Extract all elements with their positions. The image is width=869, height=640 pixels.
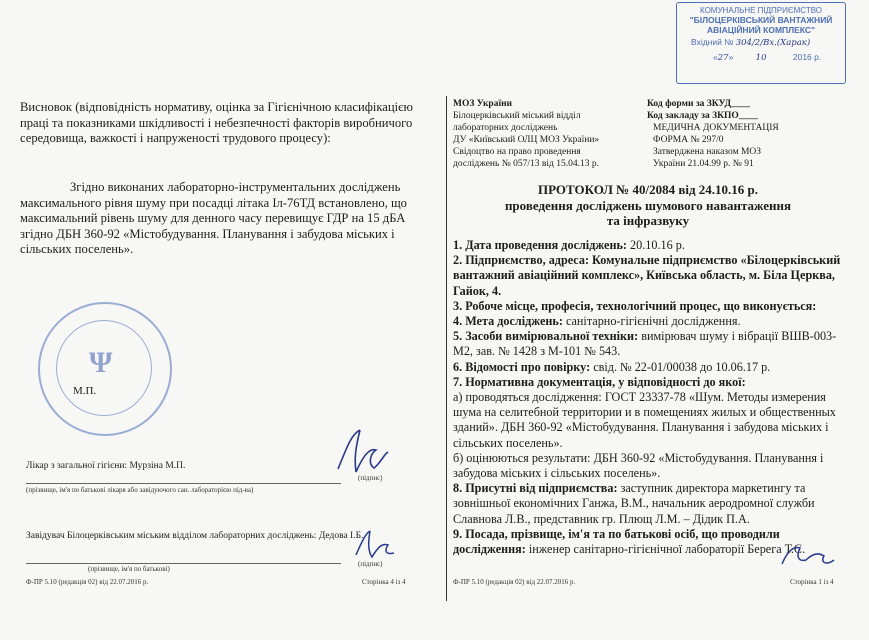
item-value: санітарно-гігієнічні дослідження. bbox=[562, 314, 741, 329]
stamp-line-1: КОМУНАЛЬНЕ ПІДПРИЄМСТВО bbox=[700, 6, 822, 15]
doctor-caption: (прізвище, ім'я по батькові лікаря або завідуючого сан. лабораторією під-ва) bbox=[26, 486, 254, 494]
header-right-line: Код форми за ЗКУД____ bbox=[647, 99, 751, 109]
stamp-date-day: 27 bbox=[717, 53, 729, 63]
conclusion-heading: Висновок (відповідність нормативу, оцінка за Гігієнічною класифікацією праці та показниками шкідливості і небезпечності факторів виробничого середовища, важкості і напруженості трудового процесу): bbox=[20, 100, 413, 145]
head-line bbox=[26, 563, 341, 564]
engineer-signature bbox=[778, 540, 838, 574]
header-left-block bbox=[453, 98, 643, 170]
conclusion-body: Згідно виконаних лабораторно-інструментальних досліджень максимального рівня шуму при посадці літака Іл-76ТД встановлено, що максимальний рівень шуму для денного часу перевищує ГДР на 15 дБА згідно ДБН 360-92 «Містобудування. Планування і забудова міських і сільських поселень». bbox=[20, 180, 407, 256]
protocol-item: 7. Нормативна документація, у відповідності до якої: bbox=[453, 374, 746, 389]
stamp-issued-label: Вхідний № bbox=[691, 37, 734, 47]
head-caption: (прізвище, ім'я по батькові) bbox=[88, 565, 170, 573]
protocol-items bbox=[453, 238, 845, 557]
stamp-date-month: 10 bbox=[755, 53, 767, 63]
protocol-item bbox=[453, 329, 845, 359]
item-label: 4. Мета досліджень: bbox=[453, 314, 563, 329]
protocol-item-8 bbox=[453, 481, 845, 527]
protocol-item: 2. Підприємство, адреса: Комунальне підприємство «Білоцерківський вантажний авіаційний комплекс», Київська область, м. Біла Церква, Гайок, 4. bbox=[453, 253, 841, 298]
header-left-line: лабораторних досліджень bbox=[453, 123, 558, 133]
header-right-line: ФОРМА № 297/0 bbox=[653, 135, 724, 145]
item-value: свід. № 22-01/00038 до 10.06.17 р. bbox=[590, 359, 771, 374]
stamp-line-2: "БІЛОЦЕРКІВСЬКИЙ ВАНТАЖНИЙ bbox=[689, 15, 833, 25]
header-left-line: ДУ «Київський ОЛЦ МОЗ України» bbox=[453, 135, 600, 145]
protocol-item bbox=[453, 238, 845, 253]
protocol-item-7b: б) оцінюються результати: ДБН 360-92 «Містобудування. Планування і забудова міських і сільських поселень». bbox=[453, 450, 824, 481]
item-label: 8. Присутні від підприємства: bbox=[453, 481, 618, 496]
head-signature bbox=[350, 525, 400, 565]
right-footer-page: Сторінка 1 із 4 bbox=[790, 578, 834, 586]
mp-label: М.П. bbox=[73, 385, 97, 397]
stamp-date-year: 2016 р. bbox=[792, 52, 822, 62]
header-right-line: Затверджена наказом МОЗ bbox=[653, 147, 762, 157]
header-right-line: України 21.04.99 р. № 91 bbox=[653, 159, 754, 169]
stamp-issued bbox=[677, 37, 845, 48]
stamp-date: «27» 10 2016 р. bbox=[713, 52, 822, 63]
left-footer-form: Ф-ПР 5.10 (редакція 02) від 22.07.2016 р. bbox=[26, 578, 149, 586]
header-right-line: Код закладу за ЗКПО____ bbox=[647, 111, 758, 121]
registration-stamp bbox=[676, 2, 846, 84]
protocol-title-line-1: ПРОТОКОЛ № 40/2084 від 24.10.16 р. bbox=[537, 182, 759, 197]
item-label: 9. Посада, прізвище, ім'я та по батькові осіб, що проводили дослідження: bbox=[453, 526, 780, 557]
doctor-sign-caption: (підпис) bbox=[358, 474, 383, 482]
trident-emblem-icon: Ψ bbox=[89, 346, 113, 379]
left-footer-page: Сторінка 4 із 4 bbox=[362, 578, 406, 586]
protocol-item bbox=[453, 360, 845, 375]
header-left-line: досліджень № 057/13 від 15.04.13 р. bbox=[453, 159, 599, 169]
protocol-title bbox=[453, 182, 843, 229]
protocol-title-line-3: та інфразвуку bbox=[606, 213, 690, 228]
head-sign-caption: (підпис) bbox=[358, 560, 383, 568]
page-divider bbox=[446, 96, 447, 601]
header-left-line: МОЗ України bbox=[453, 99, 513, 109]
stamp-line-3: АВІАЦІЙНИЙ КОМПЛЕКС" bbox=[706, 25, 816, 35]
header-right-block bbox=[647, 98, 837, 170]
item-value: вимірювач шуму і вібрації ВШВ-003-М2, зав. № 1428 з М-101 № 543. bbox=[453, 329, 837, 359]
doctor-line bbox=[26, 483, 341, 484]
header-right-line: МЕДИЧНА ДОКУМЕНТАЦІЯ bbox=[653, 123, 779, 133]
doctor-label: Лікар з загальної гігієни: Мурзіна М.П. bbox=[26, 461, 186, 471]
item-label: 1. Дата проведення досліджень: bbox=[453, 238, 627, 252]
head-label: Завідувач Білоцерківським міським відділом лабораторних досліджень: Дедова І.Б. bbox=[26, 531, 364, 541]
protocol-title-line-2: проведення досліджень шумового навантаження bbox=[504, 197, 792, 213]
header-left-line: Свідоцтво на право проведення bbox=[453, 147, 581, 157]
right-footer-form: Ф-ПР 5.10 (редакція 02) від 22.07.2016 р. bbox=[453, 578, 576, 586]
item-value: заступник директора маркетингу та зовнішньої економічних Ганжа, В.М., начальник аеродромної служби Славнова Л.В., представник гр. Плющ Л.М. – Дідик П.А. bbox=[453, 481, 815, 526]
doctor-signature bbox=[330, 424, 390, 482]
protocol-item bbox=[453, 314, 845, 329]
item-value: 20.10.16 р. bbox=[626, 238, 685, 252]
protocol-item: 3. Робоче місце, професія, технологічний процес, що виконується: bbox=[453, 298, 817, 313]
item-label: 5. Засоби вимірювальної техніки: bbox=[453, 329, 639, 344]
item-value: інженер санітарно-гігієнічної лабораторії Берега Т.С. bbox=[525, 542, 806, 557]
item-label: 6. Відомості про повірку: bbox=[453, 359, 591, 374]
protocol-item-7a: а) проводяться дослідження: ГОСТ 23337-78 «Шум. Методы измерения шума на селитебной территории и в помещениях жилых и общественных зданий». ДБН 360-92 «Містобудування. Планування і забудова міських і сільських поселень». bbox=[453, 390, 836, 450]
stamp-issued-value: 304/2/Вх.(Харак) bbox=[735, 38, 811, 48]
round-seal-stamp bbox=[38, 302, 172, 436]
header-left-line: Білоцерківський міський відділ bbox=[453, 111, 581, 121]
